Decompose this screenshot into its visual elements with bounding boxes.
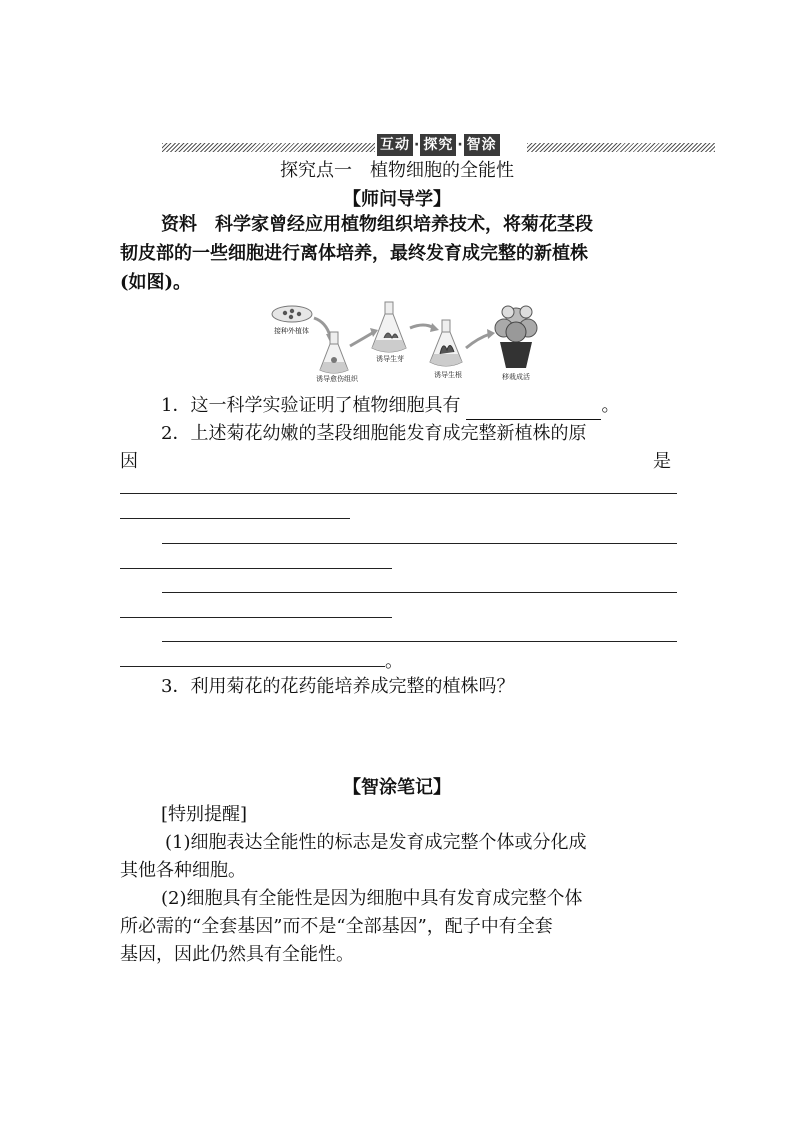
- decorative-hatch-left: [162, 143, 375, 152]
- section-heading-teacher: 【师问导学】: [343, 189, 451, 210]
- section-heading-notes: 【智涂笔记】: [343, 777, 451, 798]
- question-1-blank[interactable]: [466, 401, 601, 420]
- answer-line[interactable]: [162, 592, 677, 593]
- banner-dot: ·: [457, 137, 463, 153]
- answer-line[interactable]: [120, 568, 392, 569]
- tissue-culture-figure: [264, 298, 564, 388]
- figure-caption-step4: 诱导生根: [434, 371, 462, 379]
- material-line-1: 资料 科学家曾经应用植物组织培养技术，将菊花茎段: [161, 214, 593, 235]
- banner-part2: 探究: [420, 134, 456, 156]
- answer-line[interactable]: [120, 617, 392, 618]
- answer-line[interactable]: [120, 493, 677, 494]
- question-3: 3．利用菊花的花药能培养成完整的植株吗？: [161, 676, 515, 697]
- question-1-text: 1．这一科学实验证明了植物细胞具有: [161, 395, 461, 416]
- figure-caption-step3: 诱导生芽: [376, 355, 404, 363]
- note-2-line2: 所必需的“全套基因”而不是“全部基因”，配子中有全套: [120, 916, 553, 937]
- question-2-end: 。: [385, 651, 403, 672]
- question-2-line1: 2．上述菊花幼嫩的茎段细胞能发育成完整新植株的原: [161, 423, 587, 444]
- figure-caption-step2: 诱导愈伤组织: [316, 375, 358, 383]
- question-2-char-yin: 因: [120, 451, 138, 472]
- question-2-char-shi: 是: [653, 451, 671, 472]
- page-title: 探究点一 植物细胞的全能性: [280, 160, 514, 181]
- section-banner: [377, 133, 525, 157]
- figure-caption-step5: 移栽成活: [502, 373, 530, 381]
- figure-caption-step1: 接种外植体: [274, 327, 309, 335]
- answer-line[interactable]: [162, 543, 677, 544]
- material-line-3: (如图)。: [120, 272, 192, 293]
- decorative-hatch-right: [527, 143, 715, 152]
- banner-part1: 互动: [377, 134, 413, 156]
- answer-line[interactable]: [162, 641, 677, 642]
- note-2-line3: 基因，因此仍然具有全能性。: [120, 944, 354, 965]
- banner-part3: 智涂: [464, 134, 500, 156]
- question-1: [161, 392, 619, 420]
- note-2-line1: (2)细胞具有全能性是因为细胞中具有发育成完整个体: [161, 888, 583, 909]
- answer-line[interactable]: [120, 518, 350, 519]
- note-1-line2: 其他各种细胞。: [120, 860, 246, 881]
- question-1-end: 。: [601, 395, 620, 416]
- answer-line[interactable]: [120, 666, 385, 667]
- banner-dot: ·: [414, 137, 420, 153]
- material-line-2: 韧皮部的一些细胞进行离体培养，最终发育成完整的新植株: [120, 243, 588, 264]
- note-1-line1: (1)细胞表达全能性的标志是发育成完整个体或分化成: [165, 832, 587, 853]
- notes-tip-label: [特别提醒]: [161, 804, 248, 825]
